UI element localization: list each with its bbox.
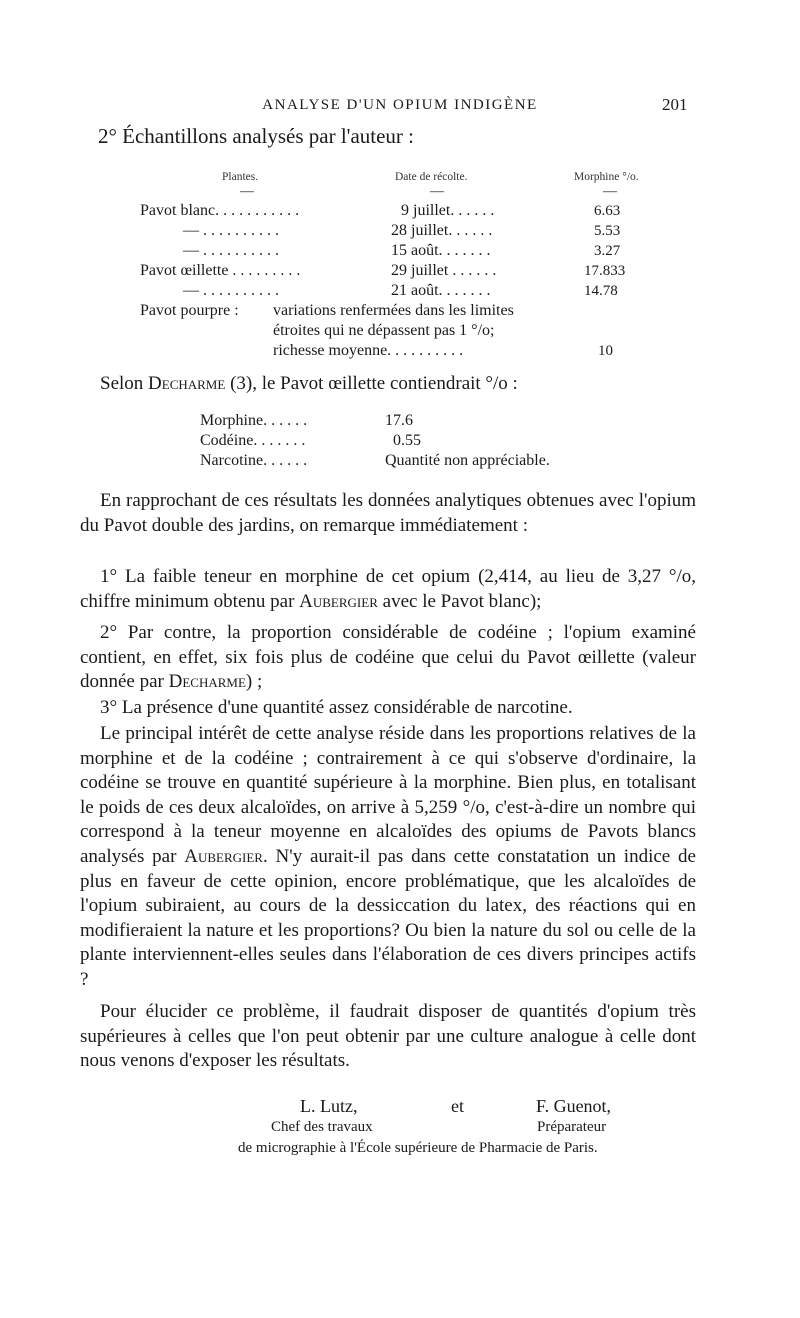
signature-role-guenot: Préparateur: [537, 1119, 607, 1135]
paragraph-elucider: Pour élucider ce problème, il faudrait disposer de quantités d'opium très supérieures à celles que l'on peut obtenir par une culture analogue à celle dont nous venons d'exposer les résultats.: [80, 1001, 696, 1072]
table-header-plantes: Plantes.: [222, 171, 259, 183]
author-decharme: Decharme: [168, 671, 246, 693]
pourpre-line: variations renfermées dans les limites: [273, 302, 514, 319]
alkaloid-name: Morphine. . . . . .: [200, 412, 308, 429]
alkaloid-name: Narcotine. . . . . .: [200, 452, 308, 469]
table-cell-morphine: 3.27: [594, 243, 621, 259]
pourpre-line: richesse moyenne. . . . . . . . . .: [273, 342, 464, 359]
page-number: 201: [662, 95, 688, 114]
table-cell-plant: — . . . . . . . . . .: [183, 222, 279, 239]
header-dash: —: [603, 184, 617, 199]
signature-role-lutz: Chef des travaux: [271, 1119, 373, 1135]
paragraph-rapprochant: En rapprochant de ces résultats les données analytiques obtenues avec l'opium du Pavot double des jardins, on remarque immédiatement :: [80, 490, 696, 536]
author-aubergier: Aubergier: [184, 845, 263, 867]
alkaloid-name: Codéine. . . . . . .: [200, 432, 306, 449]
pourpre-value: 10: [598, 343, 613, 359]
header-dash: —: [240, 184, 254, 199]
signature-author-guenot: F. Guenot,: [536, 1096, 612, 1116]
table-cell-date: 9 juillet. . . . . .: [401, 202, 495, 219]
section-title: 2° Échantillons analysés par l'auteur :: [98, 124, 415, 148]
paragraph-text: ) ;: [245, 671, 263, 693]
pourpre-line: étroites qui ne dépassent pas 1 °/o;: [273, 322, 495, 339]
author-aubergier: Aubergier: [299, 590, 378, 612]
alkaloid-value: 17.6: [385, 412, 413, 429]
table-header-date: Date de récolte.: [395, 171, 468, 183]
paragraph-text: avec le Pavot blanc);: [382, 590, 542, 612]
table-cell-plant: Pavot œillette . . . . . . . . .: [140, 262, 301, 279]
table-cell-date: 28 juillet. . . . . .: [391, 222, 493, 239]
paragraph-interet: [80, 722, 696, 993]
author-decharme: Decharme: [148, 373, 226, 394]
header-dash: —: [430, 184, 444, 199]
table-cell-morphine: 14.78: [584, 283, 618, 299]
signature-affiliation: de micrographie à l'École supérieure de Pharmacie de Paris.: [238, 1140, 598, 1156]
paragraph-point-2: [80, 621, 696, 695]
decharme-intro-prefix: Selon: [100, 373, 144, 394]
decharme-intro: [100, 373, 518, 395]
decharme-intro-suffix: (3), le Pavot œillette contiendrait °/o :: [230, 373, 518, 394]
table-cell-date: 21 août. . . . . . .: [391, 282, 491, 299]
paragraph-text: 2° Par contre, la proportion considérable de codéine ; l'opium examiné contient, en effet, six fois plus de codéine que celui du Pavot œillette (valeur donnée par: [80, 622, 696, 693]
paragraph-text: 1° La faible teneur en morphine de cet opium (2,414, au lieu de 3,27 °/o, chiffre minimum obtenu par: [80, 566, 696, 612]
table-cell-morphine: 17.833: [584, 263, 626, 279]
table-cell-date: 15 août. . . . . . .: [391, 242, 491, 259]
alkaloid-value: Quantité non appréciable.: [385, 452, 550, 469]
table-cell-plant: Pavot blanc. . . . . . . . . . .: [140, 202, 300, 219]
signature-author-lutz: L. Lutz,: [300, 1096, 358, 1116]
signature-conjunction: et: [451, 1096, 464, 1116]
paragraph-point-3: 3° La présence d'une quantité assez considérable de narcotine.: [100, 697, 573, 718]
pourpre-label: Pavot pourpre :: [140, 302, 239, 319]
table-header-morphine: Morphine °/o.: [574, 171, 639, 183]
table-cell-morphine: 6.63: [594, 203, 621, 219]
paragraph-point-1: [80, 565, 696, 614]
table-cell-date: 29 juillet . . . . . .: [391, 262, 497, 279]
paragraph-text: . N'y aurait-il pas dans cette constatation un indice de plus en faveur de cette opinion, encore problématique, que les alcaloïdes de l'opium subiraient, au cours de la dessiccation du latex, des réactions qui en modifieraient la nature et les proportions? Ou bien la nature du sol ou celle de la plante interviennent-elles seules dans l'élaboration de ces divers principes actifs ?: [80, 845, 696, 990]
paragraph-text: Le principal intérêt de cette analyse réside dans les proportions relatives de la morphine et de la codéine ; contrairement à ce qui s'observe d'ordinaire, la codéine se trouve en quantité supérieure à la morphine. Bien plus, en totalisant le poids de ces deux alcaloïdes, on arrive à 5,259 °/o, c'est-à-dire un nombre qui correspond à la teneur moyenne en alcaloïdes des opiums de Pavots blancs analysés par: [80, 723, 696, 867]
alkaloid-value: 0.55: [393, 432, 421, 449]
table-cell-plant: — . . . . . . . . . .: [183, 242, 279, 259]
table-cell-plant: — . . . . . . . . . .: [183, 282, 279, 299]
running-title: ANALYSE D'UN OPIUM INDIGÈNE: [262, 97, 538, 113]
table-cell-morphine: 5.53: [594, 223, 621, 239]
